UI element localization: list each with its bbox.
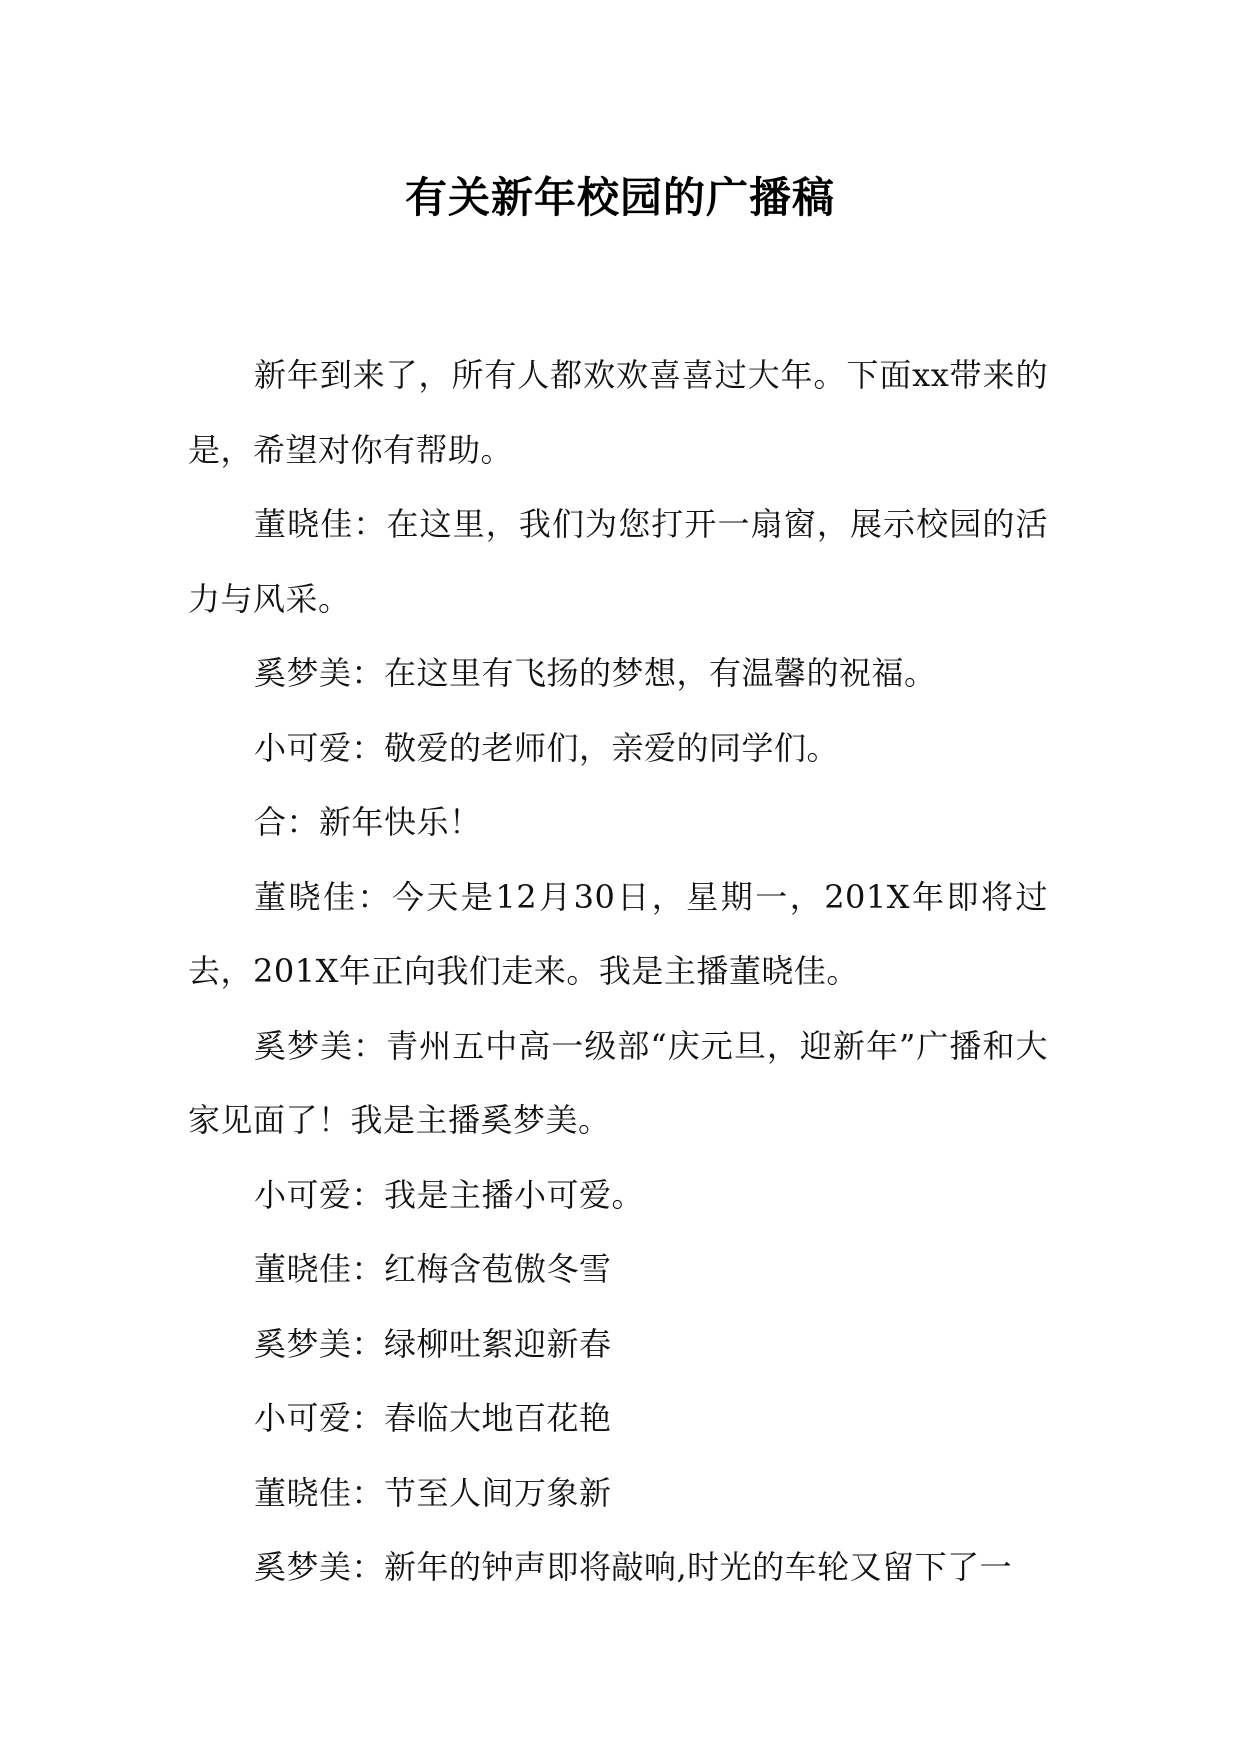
paragraph-dialogue: 合：新年快乐！ xyxy=(254,803,482,841)
paragraph-dialogue: 小可爱：敬爱的老师们，亲爱的同学们。 xyxy=(254,728,840,767)
paragraph-dialogue: 小可爱：我是主播小可爱。 xyxy=(254,1175,645,1214)
paragraph-dialogue: 奚梦美：在这里有飞扬的梦想，有温馨的祝福。 xyxy=(254,654,937,692)
paragraph-dialogue: 奚梦美：绿柳吐絮迎新春 xyxy=(254,1324,612,1363)
paragraph-dialogue: 董晓佳：今天是12月30日，星期一，201X年即将过去，201X年正向我们走来。我是主播董晓佳。 xyxy=(188,877,1048,990)
paragraph-dialogue: 董晓佳：节至人间万象新 xyxy=(254,1473,612,1512)
document-body xyxy=(188,338,1048,1605)
paragraph-intro: 新年到来了，所有人都欢欢喜喜过大年。下面xx带来的是，希望对你有帮助。 xyxy=(188,356,1048,469)
document-title: 有关新年校园的广播稿 xyxy=(404,173,835,222)
paragraph-dialogue: 董晓佳：在这里，我们为您打开一扇窗，展示校园的活力与风采。 xyxy=(188,505,1048,618)
paragraph-dialogue: 董晓佳：红梅含苞傲冬雪 xyxy=(254,1250,612,1288)
paragraph-dialogue: 奚梦美：新年的钟声即将敲响,时光的车轮又留下了一 xyxy=(254,1548,1013,1586)
paragraph-dialogue: 小可爱：春临大地百花艳 xyxy=(254,1399,612,1437)
paragraph-dialogue: 奚梦美：青州五中高一级部“庆元旦，迎新年”广播和大家见面了！我是主播奚梦美。 xyxy=(188,1026,1048,1139)
